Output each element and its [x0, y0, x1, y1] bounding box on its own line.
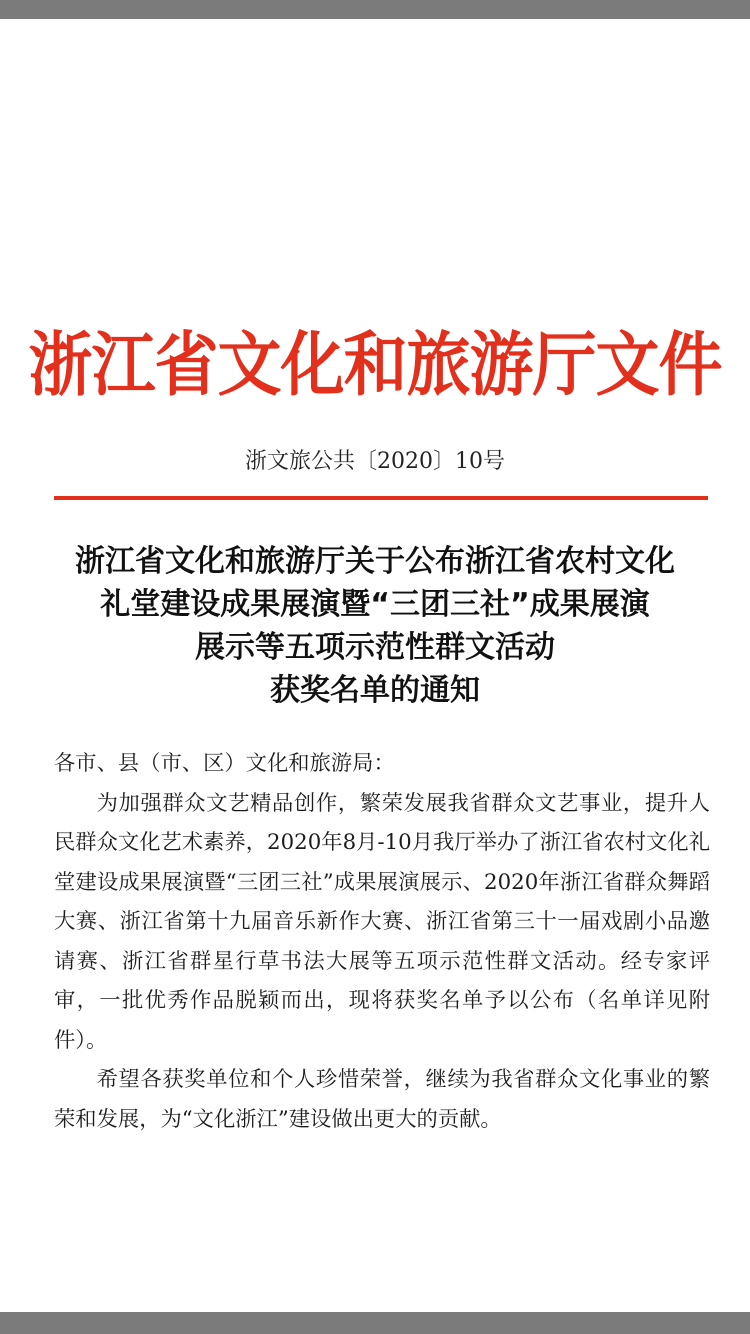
- notice-body: [54, 744, 710, 1139]
- document-number: 浙文旅公共〔2020〕10号: [245, 449, 505, 474]
- red-divider-rule: [54, 496, 708, 500]
- body-paragraph: 希望各获奖单位和个人珍惜荣誉，继续为我省群众文化事业的繁荣和发展，为“文化浙江”建设做出更大的贡献。: [54, 1067, 710, 1132]
- salutation: 各市、县（市、区）文化和旅游局：: [54, 751, 395, 776]
- notice-title: [30, 540, 720, 712]
- notice-title-line: 浙江省文化和旅游厅关于公布浙江省农村文化: [75, 544, 675, 579]
- body-paragraph: 为加强群众文艺精品创作，繁荣发展我省群众文艺事业，提升人民群众文化艺术素养，2020年8月-10月我厅举办了浙江省农村文化礼堂建设成果展演暨“三团三社”成果展演展示、2020年浙江省群众舞蹈大赛、浙江省第十九届音乐新作大赛、浙江省第三十一届戏剧小品邀请赛、浙江省群星行草书法大展等五项示范性群文活动。经专家评审，一批优秀作品脱颖而出，现将获奖名单予以公布（名单详见附件）。: [54, 790, 710, 1053]
- document-masthead: 浙江省文化和旅游厅文件: [28, 326, 722, 406]
- notice-title-line: 礼堂建设成果展演暨“三团三社”成果展演: [100, 587, 650, 622]
- notice-title-line: 展示等五项示范性群文活动: [195, 630, 555, 665]
- bottom-frame-bar: [0, 1312, 750, 1334]
- top-frame-bar: [0, 0, 750, 19]
- notice-title-line: 获奖名单的通知: [270, 673, 480, 708]
